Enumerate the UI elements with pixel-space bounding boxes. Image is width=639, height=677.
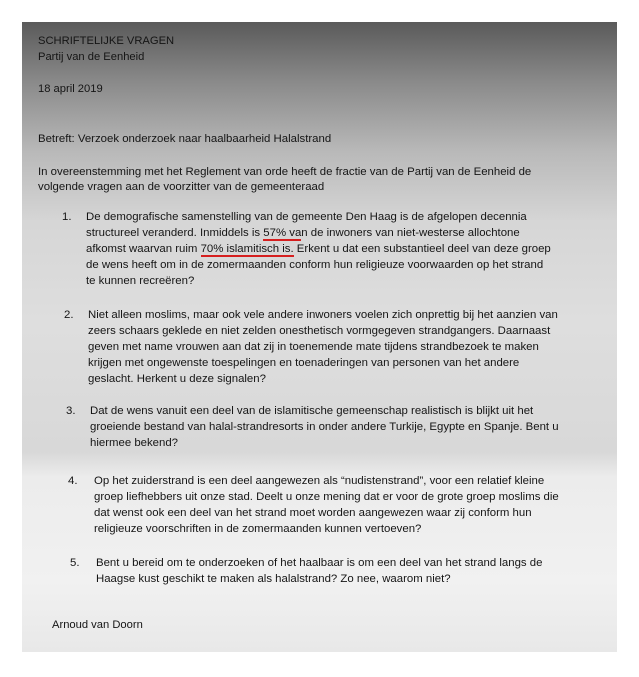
question-3-line-3: hiermee bekend? — [90, 437, 179, 449]
intro-line-1: In overeenstemming met het Reglement van orde heeft de fractie van de Partij van de Eenheid de — [38, 166, 532, 178]
question-3-line-2: groeiende bestand van halal-strandresorts in onder andere Turkije, Egypte en Spanje. Bent u — [90, 421, 559, 433]
document-photo — [22, 22, 617, 652]
highlight-57-percent: 57% va — [263, 227, 302, 239]
question-4-line-3: dat wenst ook een deel van het strand moet worden aangewezen waar zij conform hun — [94, 507, 532, 519]
question-4-line-1: Op het zuiderstrand is een deel aangewezen als “nudistenstrand”, voor een relatief kleine — [94, 475, 545, 487]
question-1-line-1: De demografische samenstelling van de gemeente Den Haag is de afgelopen decennia — [86, 211, 527, 223]
subject-line: Betreft: Verzoek onderzoek naar haalbaarheid Halalstrand — [38, 133, 332, 145]
question-5-line-1: Bent u bereid om te onderzoeken of het haalbaar is om een deel van het strand langs de — [96, 557, 543, 569]
question-4-number: 4. — [68, 475, 78, 487]
document-title: SCHRIFTELIJKE VRAGEN — [38, 35, 175, 47]
letter-page — [22, 22, 617, 652]
question-3-number: 3. — [66, 405, 76, 417]
question-1-line-2 — [86, 226, 520, 241]
question-5-number: 5. — [70, 557, 80, 569]
question-3-line-1: Dat de wens vanuit een deel van de islamitische gemeenschap realistisch is blijkt uit het — [90, 405, 534, 417]
question-2-number: 2. — [64, 309, 74, 321]
question-2-line-1: Niet alleen moslims, maar ook vele andere inwoners voelen zich onprettig bij het aanzien van — [88, 309, 558, 321]
question-2-line-2: zeers schaars geklede en niet zelden onesthetisch vormgegeven strandgangers. Daarnaast — [88, 325, 551, 337]
question-1-line-3-pre: afkomst waarvan ruim — [86, 243, 201, 255]
question-1-line-2-pre: structureel veranderd. Inmiddels is — [86, 227, 264, 239]
question-4-line-2: groep liefhebbers uit onze stad. Deelt u onze mening dat er voor de grote groep moslims die — [94, 491, 559, 503]
document-date: 18 april 2019 — [38, 83, 103, 95]
party-name: Partij van de Eenheid — [38, 51, 145, 63]
question-2-line-4: krijgen met ongewenste toespelingen en toenaderingen van personen van het andere — [88, 357, 520, 369]
question-2-line-5: geslacht. Herkent u deze signalen? — [88, 373, 266, 385]
question-2-line-3: geven met name vrouwen aan dat zij in toenemende mate tijdens strandbezoek te maken — [88, 341, 539, 353]
signature-name: Arnoud van Doorn — [52, 619, 143, 631]
question-1-number: 1. — [62, 211, 72, 223]
question-4-line-4: religieuze voorschriften in de zomermaanden kunnen vertoeven? — [94, 523, 422, 535]
question-1-line-4: de wens heeft om in de zomermaanden conform hun religieuze voorwaarden op het strand — [86, 259, 544, 271]
intro-line-2: volgende vragen aan de voorzitter van de gemeenteraad — [38, 181, 325, 193]
question-1-line-3-post: Erkent u dat een substantieel deel van deze groep — [293, 243, 551, 255]
question-1-line-3 — [86, 242, 551, 257]
question-1-line-5: te kunnen recreëren? — [86, 275, 195, 287]
highlight-70-percent: 70% islamitisch is. — [200, 243, 294, 255]
question-1-line-2-post: n de inwoners van niet-westerse allochtone — [301, 227, 520, 239]
question-5-line-2: Haagse kust geschikt te maken als halalstrand? Zo nee, waarom niet? — [96, 573, 451, 585]
